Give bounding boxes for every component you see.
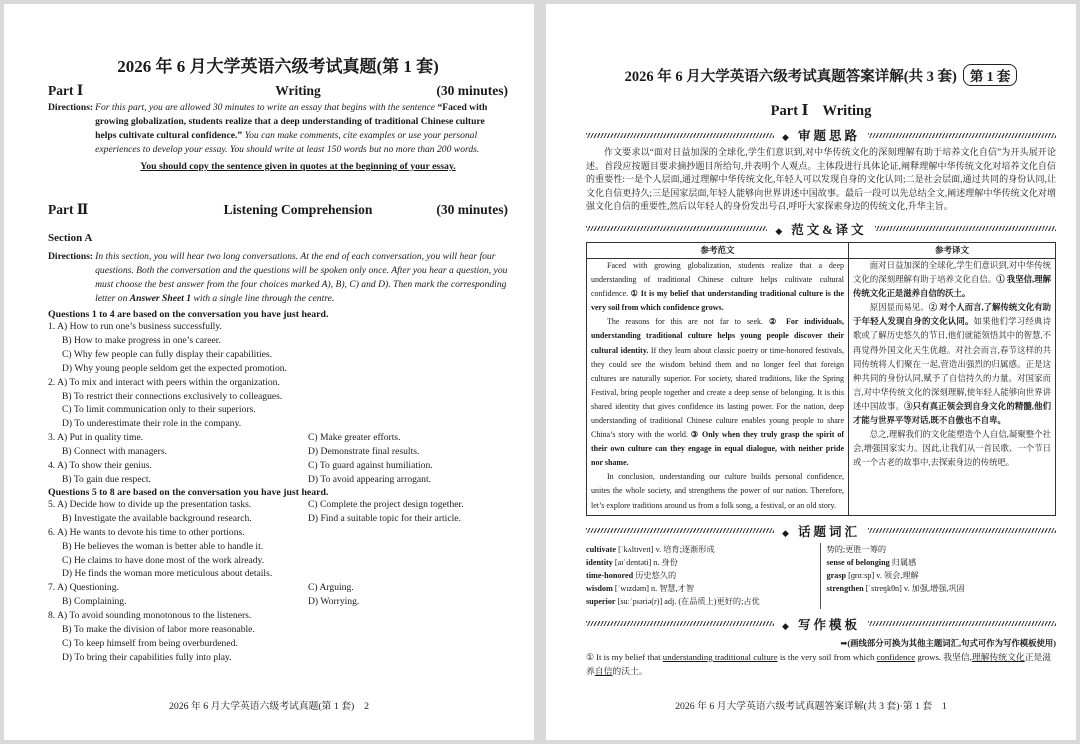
part-1-duration: (30 minutes) (436, 83, 508, 98)
q6-option-d: D) He finds the woman more meticulous about details. (62, 568, 273, 580)
set-badge: 第 1 套 (963, 64, 1018, 86)
q5-option-c: C) Complete the project design together. (308, 498, 464, 510)
page-footer-right: 2026 年 6 月大学英语六级考试真题答案详解(共 3 套)·第 1 套 1 (675, 701, 947, 712)
q6-option-a: 6. A) He wants to devote his time to other portions. (48, 526, 245, 538)
listen-dir-text-2: with a single line through the centre. (193, 293, 335, 304)
part-1-name: Writing (275, 83, 321, 98)
q5-option-b: B) Investigate the available background research. (62, 512, 252, 524)
vocab-item: cultivate [ˈkʌltɪveɪt] v. 培育;逐渐形成 (586, 544, 715, 554)
question-7 (48, 581, 508, 609)
q1-option-b: B) How to make progress in one’s career. (62, 334, 221, 346)
vocab-item: superior [suːˈpɪəriə(r)] adj. (在品质上)更好的;占优 (586, 597, 760, 607)
q3-option-d: D) Demonstrate final results. (308, 446, 420, 458)
directions-label: Directions: (48, 102, 94, 113)
vocab-item: identity [aɪˈdentəti] n. 身份 (586, 557, 678, 567)
section-a-heading: Section A (48, 232, 93, 244)
copy-instruction: You should copy the sentence given in quotes at the beginning of your essay. (140, 161, 456, 172)
q3-option-a: 3. A) Put in quality time. (48, 432, 144, 444)
part-2-name: Listening Comprehension (223, 202, 373, 217)
q6-option-b: B) He believes the woman is better able to handle it. (62, 540, 264, 552)
essay-english: Faced with growing globalization, students realize that a deep understanding of traditional Chinese culture helps cultivate cultural confidence. ① It is my belief that understanding traditional culture is the very soil from which confidence grows. The reasons for this are not far to seek. ② For individuals, understanding traditional culture helps young people discover their cultural identity. If they learn about classic poetry or time-honored festivals, they could see the wisdom behind them and no longer feel that foreign cultures are naturally superior. For society, shared traditions, like the Spring Festival, bring people together and create a deep sense of belonging. It is this shared identity that gives confidence its lasting power. For the nation, deep understanding of traditional Chinese culture enables young people to share China’s story with the world. ③ Only when they truly grasp the spirit of their own culture can they engage in equal dialogue, with neither pride nor shame. In conclusion, understanding our culture builds personal confidence, unites the whole society, and strengthens the power of our nation. Therefore, let’s explore traditions around us from a folk song, a festival, or an old story. (587, 258, 849, 515)
q8-option-a: 8. A) To avoid sounding monotonous to the listeners. (48, 610, 252, 622)
vocab-col-right (821, 543, 1057, 609)
sample-essay-table (586, 242, 1056, 516)
exam-page-left (4, 4, 534, 740)
page-footer-left: 2026 年 6 月大学英语六级考试真题(第 1 套) 2 (168, 701, 369, 712)
q5-option-a: 5. A) Decide how to divide up the presentation tasks. (48, 498, 252, 510)
answer-sheet-ref: Answer Sheet 1 (129, 293, 192, 304)
writing-dir-text-2: You can make comments, cite examples or use your personal experiences to develop your essay. You should write at least 150 words but no more than 200 words. (95, 130, 480, 155)
part-1-heading (48, 83, 508, 99)
section-sample-heading (586, 220, 1056, 238)
essay-chinese: 面对日益加深的全球化,学生们意识到,对中华传统文化的深刻理解有助于培养文化自信。① 我坚信,理解传统文化正是滋养自信的沃土。 原因显而易见。② 对个人而言,了解传统文化有助于年轻人发现自身的文化认同。如果他们学习经典诗歌或了解历史悠久的节日,他们就能领悟其中的智慧,不再觉得外国文化天生优越。对社会而言,春节这样的共同传统将人们聚在一起,营造出强烈的归属感。正是这种共同的身份认同,赋予了自信持久的力量。对国家而言,对中华传统文化的深刻理解,使年轻人能够向世界讲述中国故事。③只有真正领会到自身文化的精髓,他们才能与世界平等对话,既不自傲也不自卑。 总之,理解我们的文化能塑造个人自信,凝聚整个社会,增强国家实力。因此,让我们从一首民歌、一个节日或一个古老的故事中,去探索身边的传统吧。 (853, 260, 1052, 468)
template-note: ➡(画线部分可换为其他主题词汇,句式可作为写作模板使用) (840, 638, 1056, 648)
question-6 (48, 526, 508, 582)
col-english-header: 参考范文 (587, 242, 849, 258)
q4-option-b: B) To gain due respect. (62, 473, 151, 485)
section-template-heading (586, 615, 1056, 633)
vocab-item: wisdom [ˈwɪzdəm] n. 智慧,才智 (586, 584, 695, 594)
answer-title: 2026 年 6 月大学英语六级考试真题答案详解(共 3 套) (624, 68, 957, 85)
answer-page-right (546, 4, 1076, 740)
question-1 (48, 320, 508, 376)
part-1-label: Part Ⅰ (48, 83, 84, 98)
q7-option-d: D) Worrying. (308, 596, 360, 608)
q7-option-a: 7. A) Questioning. (48, 582, 119, 594)
vocab-list (586, 543, 1056, 609)
section-vocab-title: ◆ 话题词汇 (774, 522, 868, 540)
section-sample-title: ◆ 范文&译文 (767, 220, 874, 238)
q1-option-a: 1. A) How to run one’s business successfully. (48, 321, 222, 332)
q3-option-b: B) Connect with managers. (62, 446, 167, 458)
q6-option-c: C) He claims to have done most of the work already. (62, 554, 265, 566)
q2-option-b: B) To restrict their connections exclusively to colleagues. (62, 390, 283, 402)
q1-option-c: C) Why few people can fully display their capabilities. (62, 348, 273, 360)
answer-title-row (586, 64, 1056, 86)
exam-title: 2026 年 6 月大学英语六级考试真题(第 1 套) (117, 57, 439, 76)
analysis-paragraph: 作文要求以“面对日益加深的全球化,学生们意识到,对中华传统文化的深刻理解有助于培养文化自信”为开头展开论述。首段应按题目要求摘抄题目所给句,并表明个人观点。主体段进行具体论证,阐释理解中华传统文化对培养文化自信的重要性:一是个人层面,通过理解中华传统文化,年轻人可以发现自身的文化认同;二是社会层面,通过共同的身份认同,让文化自信更持久;三是国家层面,年轻人能够向世界讲述中国故事。最后一段可以先总结全文,阐述理解中华传统文化对增强文化自信的重要性,然后以年轻人的身份发出号召,呼吁大家探索身边的传统文化,升华主旨。 (586, 147, 1056, 212)
vocab-item: 势的;更胜一筹的 (826, 544, 887, 554)
question-group-1: Questions 1 to 4 are based on the conversation you have just heard. (48, 309, 329, 320)
section-analysis-heading (586, 126, 1056, 144)
q5-option-d: D) Find a suitable topic for their article. (308, 512, 461, 524)
vocab-col-left (586, 543, 821, 609)
vocab-item: time-honored 历史悠久的 (586, 571, 677, 581)
q3-option-c: C) Make greater efforts. (308, 432, 401, 444)
q4-option-c: C) To guard against humiliation. (308, 460, 433, 472)
writing-dir-text-1: For this part, you are allowed 30 minutes to write an essay that begins with the sentence (95, 102, 436, 113)
q7-option-c: C) Arguing. (308, 582, 354, 594)
q8-option-b: B) To make the division of labor more reasonable. (62, 624, 255, 636)
listen-dir-text-1: In this section, you will hear two long conversations. At the end of each conversation, you will hear four questions. Both the conversation and the questions will be spoken only once. After you hear a question, you must choose the best answer from the four choices marked A), B), C) and D). Then mark the corresponding letter on (95, 251, 508, 304)
answer-part-name: Writing (822, 103, 872, 119)
question-2 (48, 376, 508, 432)
q1-option-d: D) Why young people seldom get the expected promotion. (62, 362, 287, 374)
q4-option-a: 4. A) To show their genius. (48, 460, 152, 472)
section-vocab-heading (586, 522, 1056, 540)
section-template-title: ◆ 写作模板 (774, 615, 868, 633)
q8-option-c: C) To keep himself from being overburdened. (62, 637, 238, 649)
q2-option-c: C) To limit communication only to their superiors. (62, 404, 256, 416)
section-analysis-title: ◆ 审题思路 (774, 126, 868, 144)
question-8 (48, 609, 508, 665)
question-5 (48, 498, 508, 526)
answer-part-label: Part Ⅰ (770, 103, 809, 119)
q4-option-d: D) To avoid appearing arrogant. (308, 473, 432, 485)
writing-dir-quote: “Faced with growing globalization, students realize that a deep understanding of traditional Chinese culture helps cultivate cultural confidence.” (95, 102, 488, 141)
listening-directions (48, 250, 508, 306)
q7-option-b: B) Complaining. (62, 596, 127, 608)
directions-label: Directions: (48, 251, 94, 262)
vocab-item: sense of belonging 归属感 (826, 557, 917, 567)
q2-option-d: D) To underestimate their role in the company. (62, 418, 242, 430)
col-chinese-header: 参考译文 (849, 242, 1056, 258)
vocab-item: grasp [ɡrɑːsp] v. 领会,理解 (826, 571, 919, 581)
part-2-label: Part Ⅱ (48, 202, 89, 217)
answer-part-heading (586, 102, 1056, 120)
question-4 (48, 459, 508, 487)
q8-option-d: D) To bring their capabilities fully into play. (62, 651, 232, 663)
writing-directions (48, 101, 508, 157)
question-3 (48, 431, 508, 459)
part-2-heading (48, 202, 508, 218)
question-group-2: Questions 5 to 8 are based on the conversation you have just heard. (48, 486, 329, 498)
vocab-item: strengthen [ˈstreŋkθn] v. 加强,增强,巩固 (826, 584, 965, 594)
template-sentence: ① It is my belief that understanding traditional culture is the very soil from which confidence grows. 我坚信,理解传统文化正是滋养自信的沃土。 (586, 651, 1052, 676)
q2-option-a: 2. A) To mix and interact with peers within the organization. (48, 376, 280, 388)
part-2-duration: (30 minutes) (436, 202, 508, 217)
